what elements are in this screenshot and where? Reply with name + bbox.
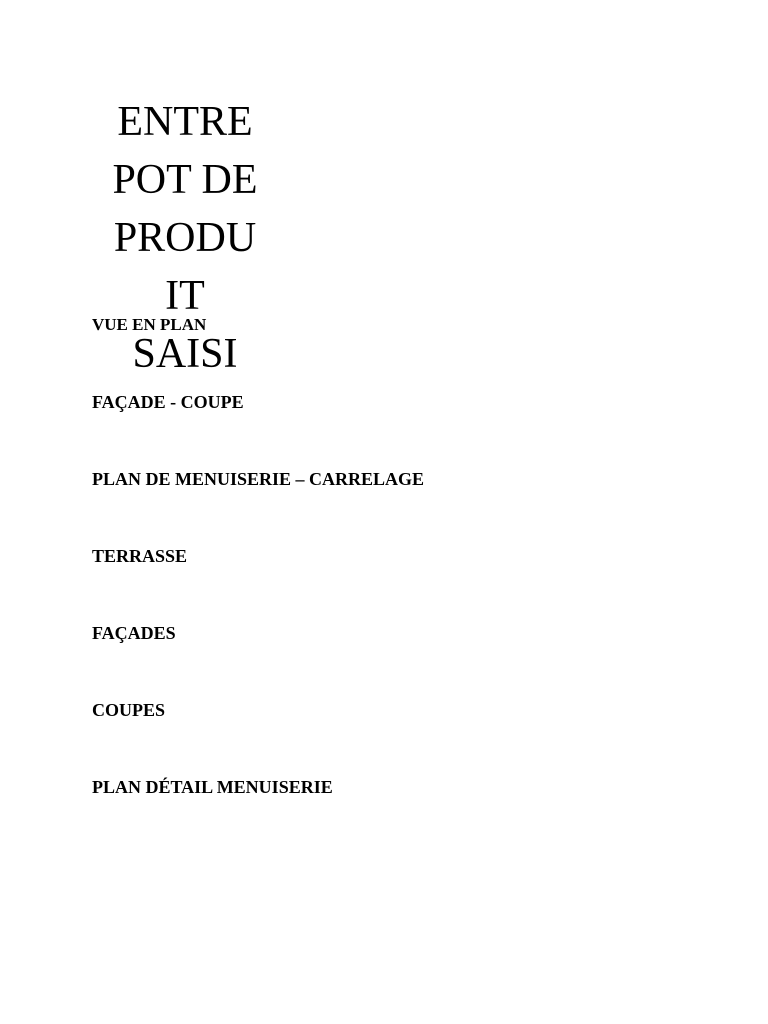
section-heading-plan-menuiserie-carrelage: PLAN DE MENUISERIE – CARRELAGE bbox=[92, 469, 425, 489]
section-heading-terrasse: TERRASSE bbox=[92, 546, 188, 566]
title-line: IT bbox=[165, 273, 205, 319]
title-line: SAISI bbox=[132, 331, 238, 377]
title-line: POT DE bbox=[112, 157, 258, 203]
title-line: PRODU bbox=[113, 215, 257, 261]
section-heading-coupes: COUPES bbox=[92, 700, 166, 720]
section-heading-plan-detail-menuiserie: PLAN DÉTAIL MENUISERIE bbox=[92, 777, 333, 797]
section-heading-vue-en-plan: VUE EN PLAN bbox=[92, 315, 207, 334]
section-heading-facades: FAÇADES bbox=[92, 623, 176, 643]
section-heading-facade-coupe: FAÇADE - COUPE bbox=[92, 392, 244, 412]
title-line: ENTRE bbox=[117, 99, 253, 145]
document-title bbox=[92, 93, 278, 383]
